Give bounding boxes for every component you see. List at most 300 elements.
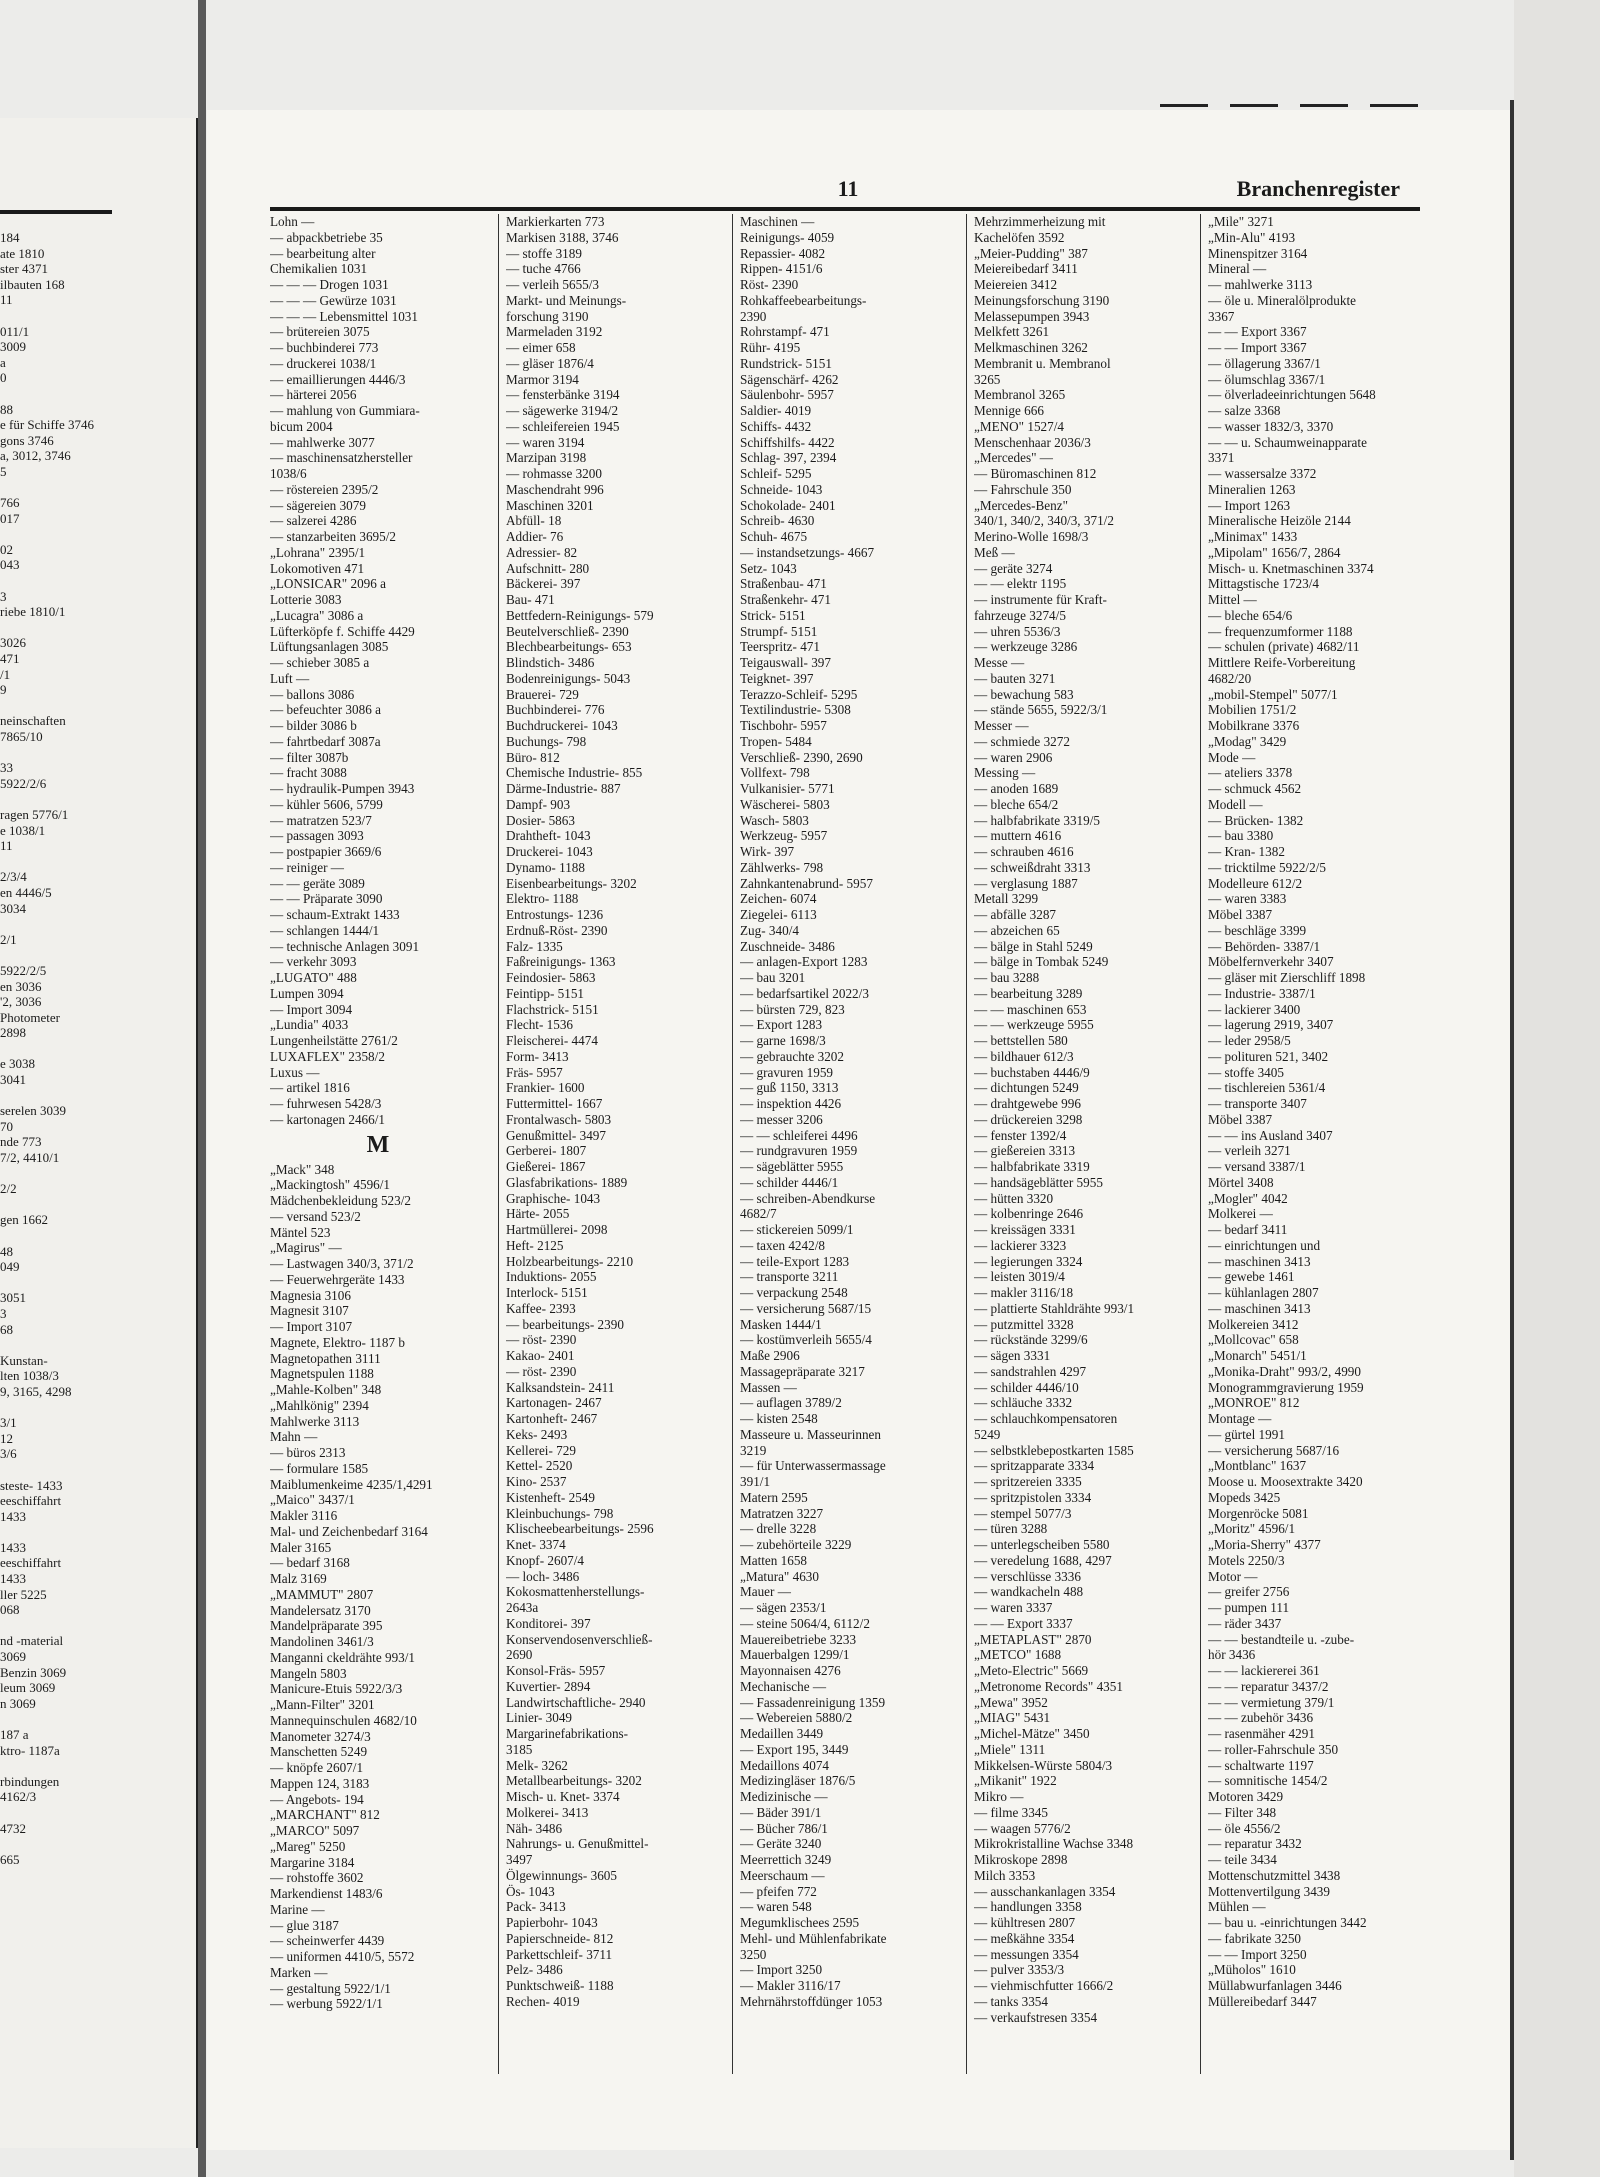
index-entry: Papierschneide- 812	[506, 1930, 614, 1946]
index-entry: — stände 5655, 5922/3/1	[974, 702, 1108, 718]
index-entry: — reparatur 3432	[1208, 1836, 1302, 1852]
previous-page-line	[0, 1836, 190, 1852]
index-entry: Rohrstampf- 471	[740, 324, 830, 340]
index-entry: Kachelöfen 3592	[974, 229, 1065, 245]
index-entry: — instandsetzungs- 4667	[740, 544, 875, 560]
previous-page-line: e 3038	[0, 1056, 36, 1072]
index-entry: — salze 3368	[1208, 403, 1281, 418]
index-entry: Manicure-Etuis 5922/3/3	[270, 1681, 403, 1697]
index-entry: „MONROE" 812	[1208, 1395, 1300, 1411]
index-entry: Magnetspulen 1188	[270, 1366, 374, 1382]
index-entry: Saldier- 4019	[740, 403, 812, 418]
index-entry: Terazzo-Schleif- 5295	[740, 686, 858, 702]
index-entry: Nahrungs- u. Genußmittel-	[506, 1836, 649, 1852]
previous-page-line: a	[0, 354, 6, 370]
index-entry: — sandstrahlen 4297	[974, 1363, 1087, 1379]
index-entry: Form- 3413	[506, 1048, 569, 1064]
index-entry: — versand 3387/1	[1208, 1159, 1306, 1174]
previous-page-line	[0, 1041, 190, 1057]
index-entry: — filter 3087b	[270, 749, 349, 765]
index-entry: — Import 3250	[740, 1962, 823, 1978]
index-entry: — lackierer 3400	[1208, 1001, 1301, 1017]
index-entry: — versicherung 5687/16	[1208, 1442, 1340, 1458]
index-entry: Mappen 124, 3183	[270, 1775, 370, 1791]
index-entry: — kisten 2548	[740, 1411, 818, 1426]
index-entry: — gestaltung 5922/1/1	[270, 1980, 391, 1996]
index-entry: — zubehörteile 3229	[740, 1537, 852, 1552]
previous-page-line	[0, 1805, 190, 1821]
index-entry: LUXAFLEX" 2358/2	[270, 1048, 385, 1064]
index-entry: Mikroskope 2898	[974, 1852, 1068, 1867]
index-entry: Magnesia 3106	[270, 1287, 351, 1303]
index-entry: — geräte 3274	[974, 560, 1053, 576]
index-entry: Ölgewinnungs- 3605	[506, 1867, 617, 1883]
index-entry: — tischlereien 5361/4	[1208, 1080, 1326, 1096]
previous-page-line: 1433	[0, 1571, 26, 1587]
previous-page-line: 3034	[0, 900, 26, 916]
index-entry: — verpackung 2548	[740, 1285, 848, 1300]
index-entry: Büro- 812	[506, 749, 560, 765]
previous-page-line	[0, 1462, 190, 1478]
index-entry: „Mackingtosh" 4596/1	[270, 1177, 391, 1193]
index-entry: Matten 1658	[740, 1552, 808, 1568]
index-entry: Markt- und Meinungs-	[506, 292, 627, 308]
index-entry: Kartonagen- 2467	[506, 1395, 602, 1411]
index-entry: Tischbohr- 5957	[740, 718, 827, 733]
index-entry: — spritzereien 3335	[974, 1474, 1082, 1489]
index-entry: — schleifereien 1945	[506, 418, 620, 434]
index-entry: Lüfterköpfe f. Schiffe 4429	[270, 623, 415, 639]
index-entry: Mikkelsen-Würste 5804/3	[974, 1757, 1113, 1773]
index-entry: — guß 1150, 3313	[740, 1080, 839, 1096]
index-entry: „Mewa" 3952	[974, 1694, 1048, 1710]
index-entry: Matern 2595	[740, 1489, 808, 1505]
index-entry: — anlagen-Export 1283	[740, 954, 868, 970]
index-entry: — — geräte 3089	[270, 875, 365, 891]
index-entry: — ölverladeeinrichtungen 5648	[1208, 387, 1376, 403]
previous-page-line: 4732	[0, 1820, 26, 1836]
index-entry: Manschetten 5249	[270, 1744, 368, 1760]
previous-page-line: Photometer	[0, 1009, 60, 1025]
index-entry: — druckerei 1038/1	[270, 355, 377, 371]
index-entry: — Geräte 3240	[740, 1836, 822, 1852]
index-entry: — drelle 3228	[740, 1521, 817, 1537]
index-entry: „Montblanc" 1637	[1208, 1458, 1307, 1474]
index-entry: — messungen 3354	[974, 1946, 1079, 1962]
previous-page-line: 3	[0, 1305, 7, 1321]
index-entry: Rühr- 4195	[740, 340, 801, 355]
index-entry: Zählwerks- 798	[740, 859, 824, 875]
index-entry: Bau- 471	[506, 592, 555, 607]
index-entry: — kühler 5606, 5799	[270, 796, 383, 812]
index-entry: Knet- 3374	[506, 1537, 566, 1552]
index-entry: Adressier- 82	[506, 544, 578, 560]
previous-page-line: gons 3746	[0, 432, 54, 448]
index-entry: Straßenbau- 471	[740, 576, 827, 592]
index-entry: — Export 1283	[740, 1017, 823, 1033]
index-entry: 4682/20	[1208, 670, 1252, 686]
index-entry: 3367	[1208, 308, 1235, 324]
index-entry: 391/1	[740, 1474, 771, 1489]
index-entry: Misch- u. Knet- 3374	[506, 1789, 620, 1804]
index-entry: Motor —	[1208, 1568, 1258, 1584]
index-entry: Monogrammgravierung 1959	[1208, 1379, 1364, 1395]
index-entry: Medizingläser 1876/5	[740, 1773, 856, 1789]
top-dash-marks	[1160, 104, 1420, 107]
index-entry: — tuche 4766	[506, 261, 581, 277]
index-entry: Meiereien 3412	[974, 277, 1058, 292]
index-entry: Messing —	[974, 765, 1036, 781]
index-entry: Melkmaschinen 3262	[974, 340, 1088, 355]
index-entry: Kartonheft- 2467	[506, 1411, 598, 1426]
previous-page-line: 3/1	[0, 1415, 17, 1431]
index-entry: — leder 2958/5	[1208, 1033, 1291, 1048]
index-entry: Mal- und Zeichenbedarf 3164	[270, 1523, 428, 1539]
index-entry: — pumpen 111	[1208, 1600, 1290, 1615]
index-entry: Mörtel 3408	[1208, 1174, 1274, 1190]
index-entry: — buchstaben 4446/9	[974, 1064, 1090, 1080]
index-entry: — inspektion 4426	[740, 1096, 842, 1111]
index-entry: Makler 3116	[270, 1508, 338, 1523]
index-entry: — selbstklebepostkarten 1585	[974, 1442, 1134, 1458]
index-entry: — türen 3288	[974, 1521, 1048, 1537]
index-entry: — mahlwerke 3113	[1208, 277, 1313, 292]
index-entry: — Lastwagen 340/3, 371/2	[270, 1256, 414, 1271]
index-entry: — gewebe 1461	[1208, 1269, 1295, 1285]
index-entry: Parkettschleif- 3711	[506, 1946, 613, 1962]
index-entry: Möbel 3387	[1208, 907, 1273, 922]
index-entry: Strumpf- 5151	[740, 623, 818, 639]
previous-page-line: 11	[0, 292, 13, 308]
index-entry: Werkzeug- 5957	[740, 828, 828, 844]
index-entry: — verglasung 1887	[974, 875, 1078, 891]
index-entry: Menschenhaar 2036/3	[974, 434, 1091, 450]
index-entry: Morgenröcke 5081	[1208, 1505, 1309, 1521]
index-entry: Repassier- 4082	[740, 245, 826, 261]
index-entry: Maiblumenkeime 4235/1,4291	[270, 1476, 433, 1492]
index-entry: — stoffe 3189	[506, 245, 582, 261]
previous-page-line	[0, 386, 190, 402]
index-entry: Mobilkrane 3376	[1208, 718, 1300, 733]
index-entry: Erdnuß-Röst- 2390	[506, 922, 608, 938]
index-entry: — waagen 5776/2	[974, 1820, 1071, 1836]
index-entry: „Modag" 3429	[1208, 733, 1287, 749]
index-entry: — fabrikate 3250	[1208, 1930, 1302, 1946]
previous-page-line: ate 1810	[0, 245, 45, 261]
index-entry: Schiffs- 4432	[740, 418, 812, 434]
index-entry: Markisen 3188, 3746	[506, 229, 619, 245]
index-entry: — Angebots- 194	[270, 1791, 364, 1807]
index-entry: Hartmüllerei- 2098	[506, 1222, 608, 1237]
index-entry: Ös- 1043	[506, 1883, 555, 1899]
index-entry: — Fassadenreinigung 1359	[740, 1694, 886, 1710]
index-entry: — fenster 1392/4	[974, 1127, 1067, 1143]
previous-page-line	[0, 1228, 190, 1244]
index-entry: Kokosmattenherstellungs-	[506, 1584, 645, 1600]
previous-page-line: ilbauten 168	[0, 276, 65, 292]
index-entry: — bedarf 3411	[1208, 1222, 1288, 1237]
index-entry: Keks- 2493	[506, 1426, 568, 1442]
index-entry: Möbel 3387	[1208, 1111, 1273, 1127]
index-entry: — verkehr 3093	[270, 954, 357, 970]
index-entry: — — Import 3367	[1208, 340, 1307, 355]
index-entry: — Behörden- 3387/1	[1208, 938, 1321, 954]
index-entry: — abpackbetriebe 35	[270, 229, 383, 245]
index-entry: — scheinwerfer 4439	[270, 1933, 385, 1949]
index-entry: Mehrnährstoffdünger 1053	[740, 1993, 883, 2009]
index-entry: — schilder 4446/10	[974, 1379, 1079, 1395]
previous-page-header-rule	[0, 210, 112, 214]
index-entry: — gebrauchte 3202	[740, 1048, 844, 1064]
index-entry: Schokolade- 2401	[740, 497, 836, 513]
previous-page-line: 11	[0, 838, 13, 854]
index-entry: Mandelpräparate 395	[270, 1618, 383, 1634]
index-entry: Marken —	[270, 1964, 328, 1980]
index-entry: Motels 2250/3	[1208, 1552, 1285, 1568]
previous-page-line: rbindungen	[0, 1773, 60, 1789]
index-entry: — bleche 654/2	[974, 796, 1059, 812]
index-entry: — taxen 4242/8	[740, 1237, 825, 1253]
index-entry: „Mercedes" —	[974, 450, 1053, 466]
index-entry: Teigknet- 397	[740, 670, 814, 686]
previous-page-fragment	[0, 118, 198, 2148]
index-entry: „Mann-Filter" 3201	[270, 1697, 375, 1712]
index-entry: — veredelung 1688, 4297	[974, 1552, 1112, 1568]
index-entry: Manometer 3274/3	[270, 1728, 371, 1744]
index-entry: „Monarch" 5451/1	[1208, 1348, 1307, 1363]
index-entry: — lagerung 2919, 3407	[1208, 1017, 1334, 1033]
previous-page-line: lten 1038/3	[0, 1368, 59, 1384]
previous-page-line: 68	[0, 1321, 13, 1337]
index-entry: — hydraulik-Pumpen 3943	[270, 781, 415, 796]
index-entry: Medaillons 4074	[740, 1757, 830, 1773]
index-entry: Tropen- 5484	[740, 733, 812, 749]
index-entry: Metallbearbeitungs- 3202	[506, 1773, 642, 1789]
index-entry: — garne 1698/3	[740, 1033, 826, 1048]
index-entry: Kettel- 2520	[506, 1458, 573, 1474]
index-entry: Müllereibedarf 3447	[1208, 1993, 1317, 2009]
index-entry: 3497	[506, 1852, 533, 1867]
index-entry: „Moritz" 4596/1	[1208, 1521, 1296, 1537]
index-entry: — schmiede 3272	[974, 733, 1070, 749]
index-entry: — sägen 3331	[974, 1348, 1051, 1363]
index-entry: — bearbeitung alter	[270, 245, 376, 261]
index-entry: Möbelfernverkehr 3407	[1208, 954, 1334, 970]
index-entry: — röst- 2390	[506, 1363, 577, 1379]
index-entry: — wasser 1832/3, 3370	[1208, 418, 1334, 434]
index-entry: Zuschneide- 3486	[740, 938, 835, 954]
index-entry: — hütten 3320	[974, 1190, 1054, 1206]
index-entry: Entrostungs- 1236	[506, 907, 604, 922]
index-entry: — gießereien 3313	[974, 1143, 1076, 1159]
index-entry: — — — Gewürze 1031	[270, 292, 397, 308]
previous-page-line: nd -material	[0, 1633, 64, 1649]
index-entry: — sägeblätter 5955	[740, 1159, 844, 1174]
index-entry: — wassersalze 3372	[1208, 466, 1317, 481]
index-entry: Marmor 3194	[506, 371, 579, 387]
index-entry: Messer —	[974, 718, 1029, 733]
index-column-3	[740, 214, 958, 2094]
index-entry: Setz- 1043	[740, 560, 797, 576]
index-entry: Wirk- 397	[740, 844, 795, 859]
index-entry: — büros 2313	[270, 1445, 346, 1460]
index-entry: 340/1, 340/2, 340/3, 371/2	[974, 513, 1114, 529]
index-entry: Bäckerei- 397	[506, 576, 581, 592]
index-entry: Mehrzimmerheizung mit	[974, 214, 1106, 229]
index-entry: — fahrtbedarf 3087a	[270, 733, 381, 749]
previous-page-line: 3026	[0, 635, 26, 651]
index-entry: Marzipan 3198	[506, 450, 587, 466]
index-entry: — emaillierungen 4446/3	[270, 371, 406, 387]
index-entry: Matratzen 3227	[740, 1505, 824, 1521]
index-entry: — Makler 3116/17	[740, 1978, 841, 1993]
index-column-2	[506, 214, 724, 2094]
index-entry: — teile 3434	[1208, 1852, 1277, 1867]
index-entry: — — Export 3337	[974, 1615, 1073, 1631]
index-entry: Mangeln 5803	[270, 1665, 347, 1681]
index-entry: — putzmittel 3328	[974, 1316, 1074, 1332]
previous-page-line	[0, 1197, 190, 1213]
index-entry: Mannequinschulen 4682/10	[270, 1712, 417, 1728]
index-entry: „Mile" 3271	[1208, 214, 1274, 229]
index-entry: — Brücken- 1382	[1208, 812, 1304, 828]
index-entry: — Import 1263	[1208, 497, 1291, 513]
index-entry: — befeuchter 3086 a	[270, 702, 381, 718]
index-entry: Verschließ- 2390, 2690	[740, 749, 863, 765]
column-divider	[966, 214, 967, 2074]
index-entry: „LUGATO" 488	[270, 970, 357, 985]
index-entry: Molkerei —	[1208, 1206, 1273, 1222]
index-entry: Mobilien 1751/2	[1208, 702, 1297, 718]
index-entry: Mehl- und Mühlenfabrikate	[740, 1930, 887, 1946]
previous-page-line: 48	[0, 1243, 13, 1259]
previous-page-line: 9, 3165, 4298	[0, 1383, 72, 1399]
previous-page-line: 011/1	[0, 323, 30, 339]
index-entry: „Magirus" —	[270, 1240, 342, 1256]
index-entry: — pulver 3353/3	[974, 1962, 1065, 1978]
previous-page-line: gen 1662	[0, 1212, 49, 1228]
index-entry: — waren 2906	[974, 749, 1053, 765]
index-entry: Pack- 3413	[506, 1899, 566, 1915]
index-entry: — postpapier 3669/6	[270, 844, 382, 859]
previous-page-line: 5	[0, 463, 7, 479]
index-entry: Lohn —	[270, 214, 315, 229]
index-entry: — — Import 3250	[1208, 1946, 1307, 1962]
index-entry: — — schleiferei 4496	[740, 1127, 858, 1143]
index-entry: Lokomotiven 471	[270, 560, 365, 576]
index-entry: — bau 3380	[1208, 828, 1274, 844]
index-entry: — steine 5064/4, 6112/2	[740, 1615, 870, 1631]
previous-page-line: neinschaften	[0, 713, 66, 729]
index-entry: — artikel 1816	[270, 1080, 350, 1096]
previous-page-line	[0, 916, 190, 932]
index-entry: Aufschnitt- 280	[506, 560, 590, 576]
index-entry: 3265	[974, 371, 1001, 387]
index-entry: — bälge in Tombak 5249	[974, 954, 1109, 970]
index-entry: — leisten 3019/4	[974, 1269, 1065, 1285]
index-entry: Säulenbohr- 5957	[740, 387, 834, 403]
index-entry: — abzeichen 65	[974, 922, 1060, 938]
index-entry: „Monika-Draht" 993/2, 4990	[1208, 1363, 1361, 1379]
index-entry: — brütereien 3075	[270, 324, 370, 340]
index-entry: Membranit u. Membranol	[974, 355, 1111, 371]
index-entry: — für Unterwassermassage	[740, 1458, 886, 1474]
index-entry: Melkfett 3261	[974, 324, 1050, 340]
index-entry: Bettfedern-Reinigungs- 579	[506, 607, 654, 623]
index-entry: Buchdruckerei- 1043	[506, 718, 618, 733]
index-entry: — teile-Export 1283	[740, 1253, 850, 1269]
index-entry: — polituren 521, 3402	[1208, 1048, 1329, 1064]
index-entry: Motoren 3429	[1208, 1789, 1284, 1804]
index-entry: 5249	[974, 1426, 1001, 1442]
index-entry: — bettstellen 580	[974, 1033, 1068, 1048]
index-entry: „Mahle-Kolben" 348	[270, 1382, 382, 1397]
index-entry: — bau u. -einrichtungen 3442	[1208, 1915, 1367, 1930]
index-entry: Moose u. Moosextrakte 3420	[1208, 1474, 1363, 1489]
index-entry: 2390	[740, 308, 767, 324]
header-rule	[270, 207, 1420, 211]
index-entry: — loch- 3486	[506, 1568, 580, 1584]
index-entry: Mittagstische 1723/4	[1208, 576, 1319, 592]
index-entry: Massen —	[740, 1379, 797, 1395]
index-entry: — salzerei 4286	[270, 513, 357, 529]
index-entry: „Mareg" 5250	[270, 1838, 346, 1854]
index-entry: Landwirtschaftliche- 2940	[506, 1694, 646, 1710]
index-entry: — — reparatur 3437/2	[1208, 1678, 1329, 1694]
index-entry: — matratzen 523/7	[270, 812, 372, 828]
index-entry: — buchbinderei 773	[270, 340, 379, 355]
index-entry: Chemikalien 1031	[270, 261, 368, 277]
previous-page-line	[0, 1711, 190, 1727]
index-entry: — rundgravuren 1959	[740, 1143, 858, 1159]
index-entry: Modelleure 612/2	[1208, 875, 1303, 891]
index-entry: — kartonagen 2466/1	[270, 1111, 385, 1127]
index-entry: 2690	[506, 1647, 533, 1663]
index-entry: Masseure u. Masseurinnen	[740, 1426, 881, 1442]
index-entry: Schleif- 5295	[740, 466, 812, 481]
index-entry: „MIAG" 5431	[974, 1710, 1051, 1726]
index-entry: — tanks 3354	[974, 1993, 1048, 2009]
previous-page-line: 02	[0, 541, 13, 557]
index-entry: Punktschweiß- 1188	[506, 1978, 614, 1993]
index-entry: bicum 2004	[270, 418, 333, 434]
index-entry: — makler 3116/18	[974, 1285, 1074, 1300]
index-entry: Mineralien 1263	[1208, 481, 1296, 497]
index-entry: — greifer 2756	[1208, 1584, 1290, 1600]
index-entry: — glue 3187	[270, 1917, 339, 1933]
index-entry: Masken 1444/1	[740, 1316, 822, 1332]
previous-page-line: Benzin 3069	[0, 1664, 67, 1680]
index-entry: Chemische Industrie- 855	[506, 765, 643, 781]
previous-page-line: 3009	[0, 339, 26, 355]
index-entry: Därme-Industrie- 887	[506, 781, 621, 796]
index-entry: fahrzeuge 3274/5	[974, 607, 1066, 623]
previous-page-line	[0, 1088, 190, 1104]
index-entry: — waren 3337	[974, 1600, 1053, 1615]
index-entry: Zahnkantenabrund- 5957	[740, 875, 873, 891]
index-entry: Futtermittel- 1667	[506, 1096, 603, 1111]
index-entry: Mikro —	[974, 1789, 1024, 1804]
index-entry: — schieber 3085 a	[270, 655, 370, 670]
index-entry: Kino- 2537	[506, 1474, 567, 1489]
index-entry: Dynamo- 1188	[506, 859, 585, 875]
index-entry: — rohmasse 3200	[506, 466, 602, 481]
previous-page-line: 665	[0, 1851, 20, 1867]
index-column-1	[270, 214, 486, 2094]
index-entry: Mittlere Reife-Vorbereitung	[1208, 655, 1356, 670]
index-entry: Magnesit 3107	[270, 1303, 349, 1319]
index-entry: 3185	[506, 1741, 533, 1757]
